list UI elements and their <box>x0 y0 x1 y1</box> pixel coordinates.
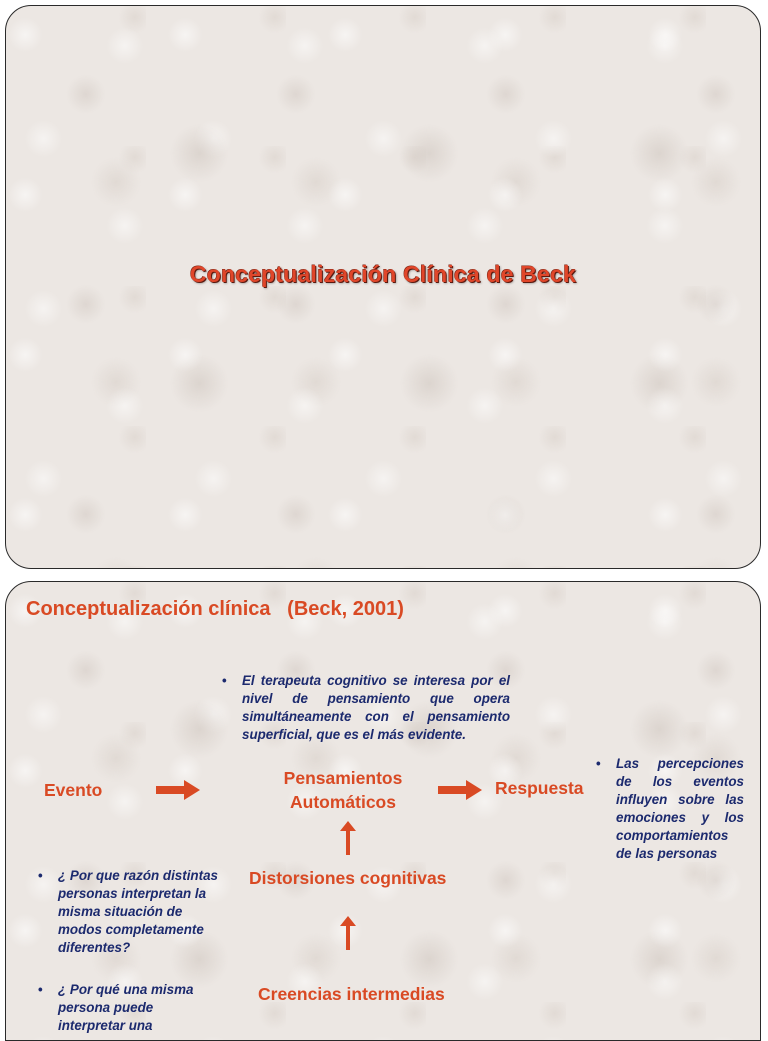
note-top-text: El terapeuta cognitivo se interesa por el nivel de pensamiento que opera simultáneamente con el pensamiento superficial, que es el más evidente. <box>242 673 510 742</box>
slide-title: Conceptualización Clínica de Beck <box>189 261 577 287</box>
event-label: Evento <box>44 780 103 800</box>
arrow-up-icon <box>340 821 356 855</box>
note-left-1-bullet: • <box>38 868 43 883</box>
title-slide <box>5 5 761 569</box>
note-right-text: Las percepciones de los eventos influyen sobre las emociones y los comportamientos de las personas <box>616 756 744 861</box>
intermediate-beliefs-label: Creencias intermedias <box>258 984 445 1004</box>
note-left-1-text: ¿ Por que razón distintas personas interpretan la misma situación de modos completamente diferentes? <box>58 868 218 955</box>
arrow-up-icon <box>340 916 356 950</box>
arrow-right-icon <box>156 780 200 800</box>
note-left-2-text: ¿ Por qué una misma persona puede interpretar una <box>58 982 194 1033</box>
note-top-bullet: • <box>222 673 227 688</box>
automatic-thoughts-line1: Pensamientos <box>283 768 403 788</box>
note-top <box>222 672 510 744</box>
note-right-bullet: • <box>596 756 601 771</box>
note-left-2-bullet: • <box>38 982 43 997</box>
response-label: Respuesta <box>495 778 584 798</box>
cognitive-distortions-label: Distorsiones cognitivas <box>249 868 447 888</box>
automatic-thoughts-line2: Automáticos <box>290 792 396 812</box>
arrow-right-icon <box>438 780 482 800</box>
note-left-2 <box>38 981 218 1035</box>
slide-heading: Conceptualización clínica (Beck, 2001) <box>26 598 404 620</box>
concept-slide <box>5 581 761 1041</box>
note-right <box>596 755 744 863</box>
automatic-thoughts-label <box>268 766 418 814</box>
note-left-1 <box>38 867 218 957</box>
